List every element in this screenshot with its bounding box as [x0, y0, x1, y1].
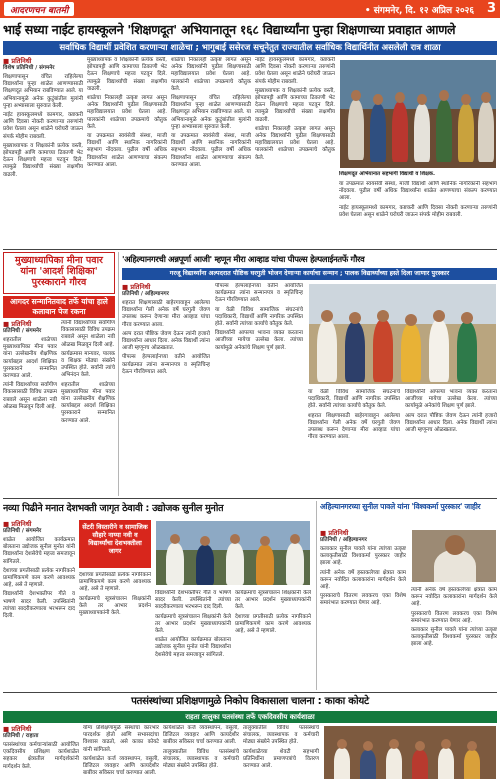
paragraph: कार्यक्रमाचे सूत्रसंचालन शिक्षकांनी केले तर आभार प्रदर्शन मुख्याध्यापकांनी केले. [79, 595, 151, 617]
paragraph: कार्यक्रमाचे सूत्रसंचालन शिक्षकांनी केले तर आभार प्रदर्शन मुख्याध्यापकांनी केले. [235, 590, 311, 611]
paragraph: कलाकार सुनील पावले यांना त्यांच्या उत्कृष्ट कलाकृतीसाठी विश्वकर्मा पुरस्कार जाहीर झाला आहे. [320, 546, 406, 567]
vishwakarma-column-1 [320, 529, 406, 690]
lead-headline: भाई सध्या नाईट हायस्कूलने 'शिक्षणदूत' अभियानातून १६८ विद्यार्थ्यांना पुन्हा शिक्षणाच्या प्रवाहात आणले [3, 22, 456, 37]
paragraph: नाईट हायस्कूलमध्ये कामगार, कष्टकरी आणि दिवसा नोकरी करणाऱ्या तरुणांनी प्रवेश घेतला असून शाळेने घरोघरी जाऊन संपर्क मोहीम राबवली. [339, 204, 497, 218]
paragraph: अल्प दरात पौष्टिक जेवण देऊन त्यांनी हजारो विद्यार्थ्यांना आधार दिला. अनेक विद्यार्थी त्यांना आजी म्हणूनच ओळखतात. [405, 412, 497, 434]
page-number: 3 [486, 1, 496, 16]
paragraph: मुख्याध्यापक व शिक्षकांनी प्रत्येक वस्ती, झोपडपट्टी आणि कामाच्या ठिकाणी भेट देऊन शिक्षणाचे महत्त्व पटवून दिले. त्यामुळे विद्यार्थ्यांची संख्या लक्षणीय वाढली. [3, 142, 83, 178]
paragraph: या वेळी विविध सामाजिक संघटनांचे पदाधिकारी, विद्यार्थी आणि नागरिक उपस्थित होते. सर्वांनी त्यांच्या कार्याचे कौतुक केले. [215, 306, 303, 328]
youth-highlight-box: सेंटरी विस्तारीने व सामाजिक सौहारे नाय्या नवी व विद्यार्थ्यांचा देशभक्तीला जागर [79, 520, 151, 568]
lead-column-4 [255, 57, 335, 247]
award-column-1 [3, 320, 57, 496]
paragraph: पतसंस्थांच्या कर्मचाऱ्यांसाठी आयोजित एकदिवसीय प्रशिक्षण कार्यशाळेत सहकार क्षेत्रातील मार्गदर्शकांनी मार्गदर्शन केले. [3, 742, 79, 770]
paragraph: शाळेत आयोजित कार्यक्रमात बोलताना उद्योजक सुनील मुनोत यांनी विद्यार्थ्यांना देशसेवेचे महत्त्व समजावून सांगितले. [155, 637, 231, 658]
youth-column-1 [3, 520, 75, 690]
youth-headline: नव्या पिढीने मनात देशभक्ती जागृत ठेवावी : उद्योजक सुनील मुनोत [3, 503, 224, 514]
paragraph: अल्प दरात पौष्टिक जेवण देऊन त्यांनी हजारो विद्यार्थ्यांना आधार दिला. अनेक विद्यार्थी त्यांना आजी म्हणूनच ओळखतात. [122, 330, 210, 352]
vishwakarma-headline: अहिल्यानगरच्या सुनील पावले यांना 'विश्वकर्मा पुरस्कार' जाहीर [320, 502, 481, 511]
byline: ■ प्रतिनिधी [122, 283, 151, 291]
training-story-body [3, 725, 497, 780]
youth-column-2 [79, 572, 151, 690]
award-headline: मुख्याध्यापिका मीना पवार यांना 'आदर्श शिक्षिका' पुरस्काराने गौरव [15, 255, 103, 288]
annapurna-column-1 [122, 283, 210, 496]
paragraph: पुरस्काराचे वितरण लवकरच एका विशेष समारंभात करण्यात येणार आहे. [320, 593, 406, 607]
paragraph: कार्यक्रमास मान्यवर, पालक व शिक्षक मोठ्या संख्येने उपस्थित होते. सर्वांनी त्यांचे अभिनंदन केले. [61, 350, 115, 379]
lead-photo-caption: शिक्षणदूत अभियानात सहभागी विद्यार्थी व शिक्षक. [339, 171, 435, 177]
award-story-body [3, 320, 115, 496]
training-column-3 [163, 725, 239, 780]
paragraph: त्यांनी अनेक वर्षे हस्तकलेच्या क्षेत्रात काम करून नवोदित कलाकारांना मार्गदर्शन केले आहे. [411, 587, 497, 608]
paragraph: विद्यार्थ्यांनी देशभक्तीपर गीते व भाषणे सादर केली. उपस्थितांनी त्यांच्या सादरीकरणाला भरभरून दाद दिली. [3, 591, 75, 620]
paragraph: विद्यार्थ्यांनी आपल्या भावना व्यक्त करताना आजींच्या मायेचा उल्लेख केला. त्यांच्या कार्यामुळे अनेकांचे शिक्षण पूर्ण झाले. [215, 330, 303, 351]
lead-column-1 [3, 57, 83, 247]
byline: ■ प्रतिनिधी [3, 725, 32, 733]
vishwakarma-story-body [320, 529, 497, 690]
paragraph: देशाच्या प्रगतीसाठी प्रत्येक नागरिकाने प्रामाणिकपणे काम करणे आवश्यक आहे, असे ते म्हणाले. [3, 567, 75, 589]
award-column-2 [61, 320, 115, 496]
training-column-4 [243, 725, 319, 780]
byline: ■ प्रतिनिधी [320, 529, 349, 537]
page-header [0, 0, 500, 18]
annapurna-headline: 'अहिल्यानगरची अन्नपूर्णा आजी' म्हणून मीरा आव्हाड यांचा पीपल्स हेल्पलाईनतर्फे गौरव [122, 254, 365, 264]
lead-photo [339, 59, 497, 169]
byline-location: प्रतिनिधी / संगमनेर [3, 328, 42, 334]
byline-location: प्रतिनिधी / राहाता [3, 733, 39, 739]
byline: ■ प्रतिनिधी [3, 57, 32, 65]
paragraph: कलाकार सुनील पावले यांना त्यांच्या उत्कृष्ट कलाकृतीसाठी विश्वकर्मा पुरस्कार जाहीर झाला आहे. [411, 627, 497, 648]
annapurna-story-body [122, 283, 497, 496]
annapurna-column-4 [405, 389, 497, 496]
paragraph: शहरात शिक्षणासाठी बाहेरगावाहून आलेल्या विद्यार्थ्यांना गेली अनेक वर्षे घरगुती जेवण उपलब्ध करून देणाऱ्या मीरा आव्हाड यांचा गौरव करण्यात आला. [122, 300, 210, 328]
annapurna-subhead: गरजू विद्यार्थ्यांना अल्पदरात पौष्टिक घरगुती भोजन देणाऱ्या कार्याचा सन्मान ; पालक विद्यार्थ्यांच्या हस्ते दिला जाणार पुरस्कार [122, 268, 497, 280]
paragraph: पुरस्काराचे वितरण लवकरच एका विशेष समारंभात करण्यात येणार आहे. [411, 610, 497, 624]
paragraph: कार्यशाळेत कर्ज व्यवस्थापन, वसुली, डिजिटल व्यवहार आणि कायदेशीर बाबींवर सविस्तर चर्चा करण्यात आली. [83, 755, 159, 777]
training-headline: पतसंस्थांच्या प्रशिक्षणामुळे निकोप विकासाला चालना : काका कोयटे [131, 696, 369, 707]
byline: ■ प्रतिनिधी [3, 520, 32, 528]
byline-location: प्रतिनिधी / अहिल्यानगर [320, 537, 367, 543]
paragraph: मुख्याध्यापक व शिक्षकांनी प्रत्येक वस्ती, झोपडपट्टी आणि कामाच्या ठिकाणी भेट देऊन शिक्षणाचे महत्त्व पटवून दिले. त्यामुळे विद्यार्थ्यांची संख्या लक्षणीय वाढली. [255, 87, 335, 123]
paragraph: तालुक्यातील विविध पतसंस्थांचे संचालक, व्यवस्थापक व कर्मचारी मोठ्या संख्येने उपस्थित होते. [163, 748, 239, 770]
award-headline-box [3, 252, 115, 294]
paragraph: कार्यशाळेत कर्ज व्यवस्थापन, वसुली, डिजिटल व्यवहार आणि कायदेशीर बाबींवर सविस्तर चर्चा करण्यात आली. [163, 725, 239, 746]
paragraph: देशाच्या प्रगतीसाठी प्रत्येक नागरिकाने प्रामाणिकपणे काम करणे आवश्यक आहे, असे ते म्हणाले. [79, 572, 151, 593]
section-divider [3, 498, 497, 499]
paragraph: देशाच्या प्रगतीसाठी प्रत्येक नागरिकाने प्रामाणिकपणे काम करणे आवश्यक आहे, असे ते म्हणाले. [235, 613, 311, 635]
paragraph: या उपक्रमात स्वयंसेवी संस्था, माजी विद्यार्थी आणि स्थानिक नागरिकांनी सहभाग नोंदवला. पुढील वर्षी अधिक विद्यार्थ्यांना शाळेत आणण्याचा संकल्प करण्यात आला. [171, 133, 251, 168]
paragraph: विद्यार्थ्यांनी देशभक्तीपर गीते व भाषणे सादर केली. उपस्थितांनी त्यांच्या सादरीकरणाला भरभरून दाद दिली. [155, 590, 231, 611]
column-rule [316, 501, 317, 690]
paragraph: या वेळी विविध सामाजिक संघटनांचे पदाधिकारी, विद्यार्थी आणि नागरिक उपस्थित होते. सर्वांनी त्यांच्या कार्याचे कौतुक केले. [308, 389, 400, 410]
award-kicker: आगदर सन्मानितवाद तर्फे यांचा हाले कलावान पेज रकना [3, 296, 115, 318]
paragraph: शहरातील शाळेच्या मुख्याध्यापिका मीना पवार यांना उल्लेखनीय शैक्षणिक कार्याबद्दल आदर्श शिक्षिका पुरस्काराने सन्मानित करण्यात आले. [3, 337, 57, 380]
paragraph: पीपल्स हेल्पलाईनच्या वतीने आयोजित कार्यक्रमात त्यांना सन्मानपत्र व स्मृतिचिन्ह देऊन गौरविण्यात आले. [215, 283, 303, 304]
annapurna-column-3 [308, 389, 400, 496]
paragraph: शाळेचा निकालही उत्कृष्ट लागत असून अनेक विद्यार्थ्यांनी पुढील शिक्षणासाठी महाविद्यालयात प्रवेश घेतला आहे. पालकांनी शाळेच्या उपक्रमाचे कौतुक केले. [171, 57, 251, 92]
paragraph: शाळेत आयोजित कार्यक्रमात बोलताना उद्योजक सुनील मुनोत यांनी विद्यार्थ्यांना देशसेवेचे महत्त्व समजावून सांगितले. [3, 537, 75, 565]
training-subhead: राहता तालुका पतसंस्था तर्फे एकदिवसीय कार्यशाळा [3, 711, 497, 723]
dateline: • संगमनेर, दि. १२ अप्रिल २०२६ [364, 6, 474, 16]
paragraph: या उपक्रमात स्वयंसेवी संस्था, माजी विद्यार्थी आणि स्थानिक नागरिकांनी सहभाग नोंदवला. पुढील वर्षी अधिक विद्यार्थ्यांना शाळेत आणण्याचा संकल्प करण्यात आला. [339, 181, 497, 202]
paragraph: शाळेचा निकालही उत्कृष्ट लागत असून अनेक विद्यार्थ्यांनी पुढील शिक्षणासाठी महाविद्यालयात प्रवेश घेतला आहे. पालकांनी शाळेच्या उपक्रमाचे कौतुक केले. [255, 125, 335, 161]
annapurna-photo [308, 283, 497, 385]
training-photo [323, 725, 497, 780]
lead-subhead: सर्वाधिक विद्यार्थी प्रवेशित करणाऱ्या शाळेचा ; भागुबाई ससेरज सचूनेतुत राज्यातील सर्वाधिक विद्यार्थिनीत असलेली रात्र शाळा [3, 41, 497, 55]
annapurna-column-2 [215, 283, 303, 496]
paragraph: या उपक्रमात स्वयंसेवी संस्था, माजी विद्यार्थी आणि स्थानिक नागरिकांनी सहभाग नोंदवला. पुढील वर्षी अधिक विद्यार्थ्यांना शाळेत आणण्याचा संकल्प करण्यात आला. [87, 133, 167, 168]
lead-column-5 [339, 181, 497, 247]
paragraph: तालुक्यातील विविध पतसंस्थांचे संचालक, व्यवस्थापक व कर्मचारी मोठ्या संख्येने उपस्थित होते. [243, 725, 319, 746]
paragraph: योग्य प्रशिक्षणामुळे संस्थांचा कारभार पारदर्शक होतो आणि सभासदांचा विश्वास वाढतो, असे काका कोयटे यांनी सांगितले. [83, 725, 159, 753]
paragraph: पीपल्स हेल्पलाईनच्या वतीने आयोजित कार्यक्रमात त्यांना सन्मानपत्र व स्मृतिचिन्ह देऊन गौरविण्यात आले. [122, 354, 210, 375]
lead-story-body [3, 57, 497, 247]
byline-location: प्रतिनिधी / अहिल्यानगर [122, 291, 169, 297]
column-rule [118, 252, 119, 496]
youth-column-4 [235, 590, 311, 690]
paragraph: शाळेचा निकालही उत्कृष्ट लागत असून अनेक विद्यार्थ्यांनी पुढील शिक्षणासाठी महाविद्यालयात प्रवेश घेतला आहे. पालकांनी शाळेच्या उपक्रमाचे कौतुक केले. [87, 95, 167, 130]
byline-location: विशेष प्रतिनिधी / संगमनेर [3, 65, 55, 71]
section-divider [3, 249, 497, 250]
training-column-2 [83, 725, 159, 780]
paragraph: शिक्षणापासून वंचित राहिलेल्या विद्यार्थ्यांना पुन्हा शाळेत आणण्यासाठी शिक्षणदूत अभियान राबविण्यात आले. या अभियानामुळे अनेक कुटुंबांतील मुलांनी पुन्हा अभ्यासाला सुरुवात केली. [3, 74, 83, 109]
paragraph: विद्यार्थ्यांनी आपल्या भावना व्यक्त करताना आजींच्या मायेचा उल्लेख केला. त्यांच्या कार्यामुळे अनेकांचे शिक्षण पूर्ण झाले. [405, 389, 497, 410]
lead-column-3 [171, 57, 251, 247]
vishwakarma-photo [411, 529, 497, 583]
paragraph: त्यांनी विद्यार्थ्यांच्या सर्वांगीण विकासासाठी विविध उपक्रम राबवले असून शाळेला नवी ओळख मिळवून दिली आहे. [3, 382, 57, 410]
paragraph: त्यांनी अनेक वर्षे हस्तकलेच्या क्षेत्रात काम करून नवोदित कलाकारांना मार्गदर्शन केले आहे. [320, 569, 406, 591]
paragraph: त्यांनी विद्यार्थ्यांच्या सर्वांगीण विकासासाठी विविध उपक्रम राबवले असून शाळेला नवी ओळख मिळवून दिली आहे. [61, 320, 115, 348]
lead-column-2 [87, 57, 167, 247]
paragraph: शिक्षणापासून वंचित राहिलेल्या विद्यार्थ्यांना पुन्हा शाळेत आणण्यासाठी शिक्षणदूत अभियान राबविण्यात आले. या अभियानामुळे अनेक कुटुंबांतील मुलांनी पुन्हा अभ्यासाला सुरुवात केली. [171, 95, 251, 130]
vishwakarma-column-2 [411, 587, 497, 690]
paragraph: नाईट हायस्कूलमध्ये कामगार, कष्टकरी आणि दिवसा नोकरी करणाऱ्या तरुणांनी प्रवेश घेतला असून शाळेने घरोघरी जाऊन संपर्क मोहीम राबवली. [3, 112, 83, 140]
byline-location: प्रतिनिधी / संगमनेर [3, 528, 42, 534]
masthead: आदरणचन बातमी [4, 2, 74, 16]
youth-story-body [3, 520, 313, 690]
paragraph: नाईट हायस्कूलमध्ये कामगार, कष्टकरी आणि दिवसा नोकरी करणाऱ्या तरुणांनी प्रवेश घेतला असून शाळेने घरोघरी जाऊन संपर्क मोहीम राबवली. [255, 57, 335, 85]
section-divider [3, 692, 497, 693]
paragraph: मुख्याध्यापक व शिक्षकांनी प्रत्येक वस्ती, झोपडपट्टी आणि कामाच्या ठिकाणी भेट देऊन शिक्षणाचे महत्त्व पटवून दिले. त्यामुळे विद्यार्थ्यांची संख्या लक्षणीय वाढली. [87, 57, 167, 92]
paragraph: कार्यक्रमाचे सूत्रसंचालन शिक्षकांनी केले तर आभार प्रदर्शन मुख्याध्यापकांनी केले. [155, 613, 231, 635]
paragraph: शहरात शिक्षणासाठी बाहेरगावाहून आलेल्या विद्यार्थ्यांना गेली अनेक वर्षे घरगुती जेवण उपलब्ध करून देणाऱ्या मीरा आव्हाड यांचा गौरव करण्यात आला. [308, 412, 400, 441]
byline: ■ प्रतिनिधी [3, 320, 32, 328]
youth-column-3 [155, 590, 231, 690]
youth-photo [155, 520, 311, 586]
paragraph: शहरातील शाळेच्या मुख्याध्यापिका मीना पवार यांना उल्लेखनीय शैक्षणिक कार्याबद्दल आदर्श शिक्षिका पुरस्काराने सन्मानित करण्यात आले. [61, 381, 115, 424]
paragraph: कार्यशाळेच्या शेवटी सहभागी प्रतिनिधींना प्रमाणपत्रांचे वितरण करण्यात आले. [243, 748, 319, 770]
training-column-1 [3, 725, 79, 780]
